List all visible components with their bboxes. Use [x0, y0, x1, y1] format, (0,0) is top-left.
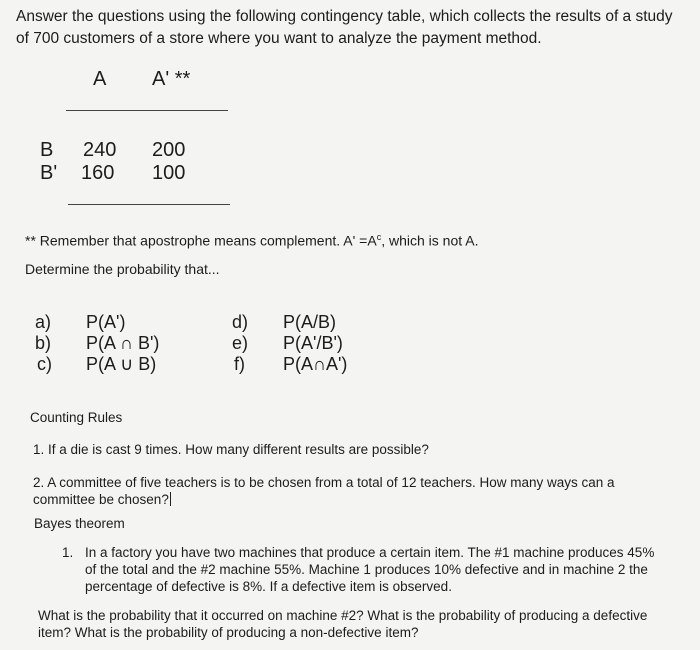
question-letter: a) [35, 312, 52, 332]
counting-question-2 [33, 474, 633, 508]
col-header-a-complement: A' ** [152, 68, 191, 90]
determine-line: Determine the probability that... [25, 261, 220, 277]
cell-b-complement-a-complement: 100 [152, 162, 186, 184]
text-cursor [170, 492, 171, 506]
counting-question-1: 1. If a die is cast 9 times. How many different results are possible? [33, 442, 429, 457]
bayes-problem: In a factory you have two machines that produce a certain item. The #1 machine produces 45% of the total and the #2 machine 55%. Machine 1 produces 10% defective and in machine 2 the percentage of defective is 8%. If a defective item is observed. [85, 545, 655, 594]
row-label-b: B [40, 139, 54, 161]
note-superscript: c [376, 232, 382, 242]
question-letter: e) [232, 333, 249, 353]
question-letter: b) [35, 333, 52, 353]
question-expression: P(A'/B') [283, 333, 343, 353]
cell-b-a-complement: 200 [152, 139, 186, 161]
counting-question-2-text: 2. A committee of five teachers is to be chosen from a total of 12 teachers. How many ways can a committee be chosen? [33, 475, 615, 507]
complement-note [25, 232, 478, 249]
col-header-a: A [93, 68, 107, 90]
note-tail: , which is not A. [381, 232, 479, 249]
question-expression: P(A∩A') [283, 354, 348, 374]
question-expression: P(A ∪ B) [86, 354, 157, 374]
cell-b-a: 240 [83, 139, 117, 161]
table-top-rule [66, 110, 228, 111]
bayes-questions: What is the probability that it occurred on machine #2? What is the probability of producing a defective item? What is the probability of producing a non-defective item? [38, 608, 648, 640]
question-letter: d) [232, 312, 249, 332]
table-bottom-rule [68, 204, 230, 205]
question-expression: P(A') [86, 312, 126, 332]
note-text: ** Remember that apostrophe means complement. A' =A [25, 232, 377, 249]
counting-rules-heading: Counting Rules [30, 410, 123, 425]
question-expression: P(A/B) [283, 312, 337, 332]
bayes-heading: Bayes theorem [34, 516, 125, 531]
question-letter: f) [234, 354, 245, 374]
question-expression: P(A ∩ B') [86, 333, 160, 353]
cell-b-complement-a: 160 [81, 162, 115, 184]
row-label-b-complement: B' [40, 162, 58, 184]
intro-paragraph: Answer the questions using the following contingency table, which collects the results of a study of 700 customers of a store where you want to analyze the payment method. [16, 8, 673, 47]
question-letter: c) [37, 354, 52, 374]
bayes-item-number: 1. [62, 545, 74, 560]
